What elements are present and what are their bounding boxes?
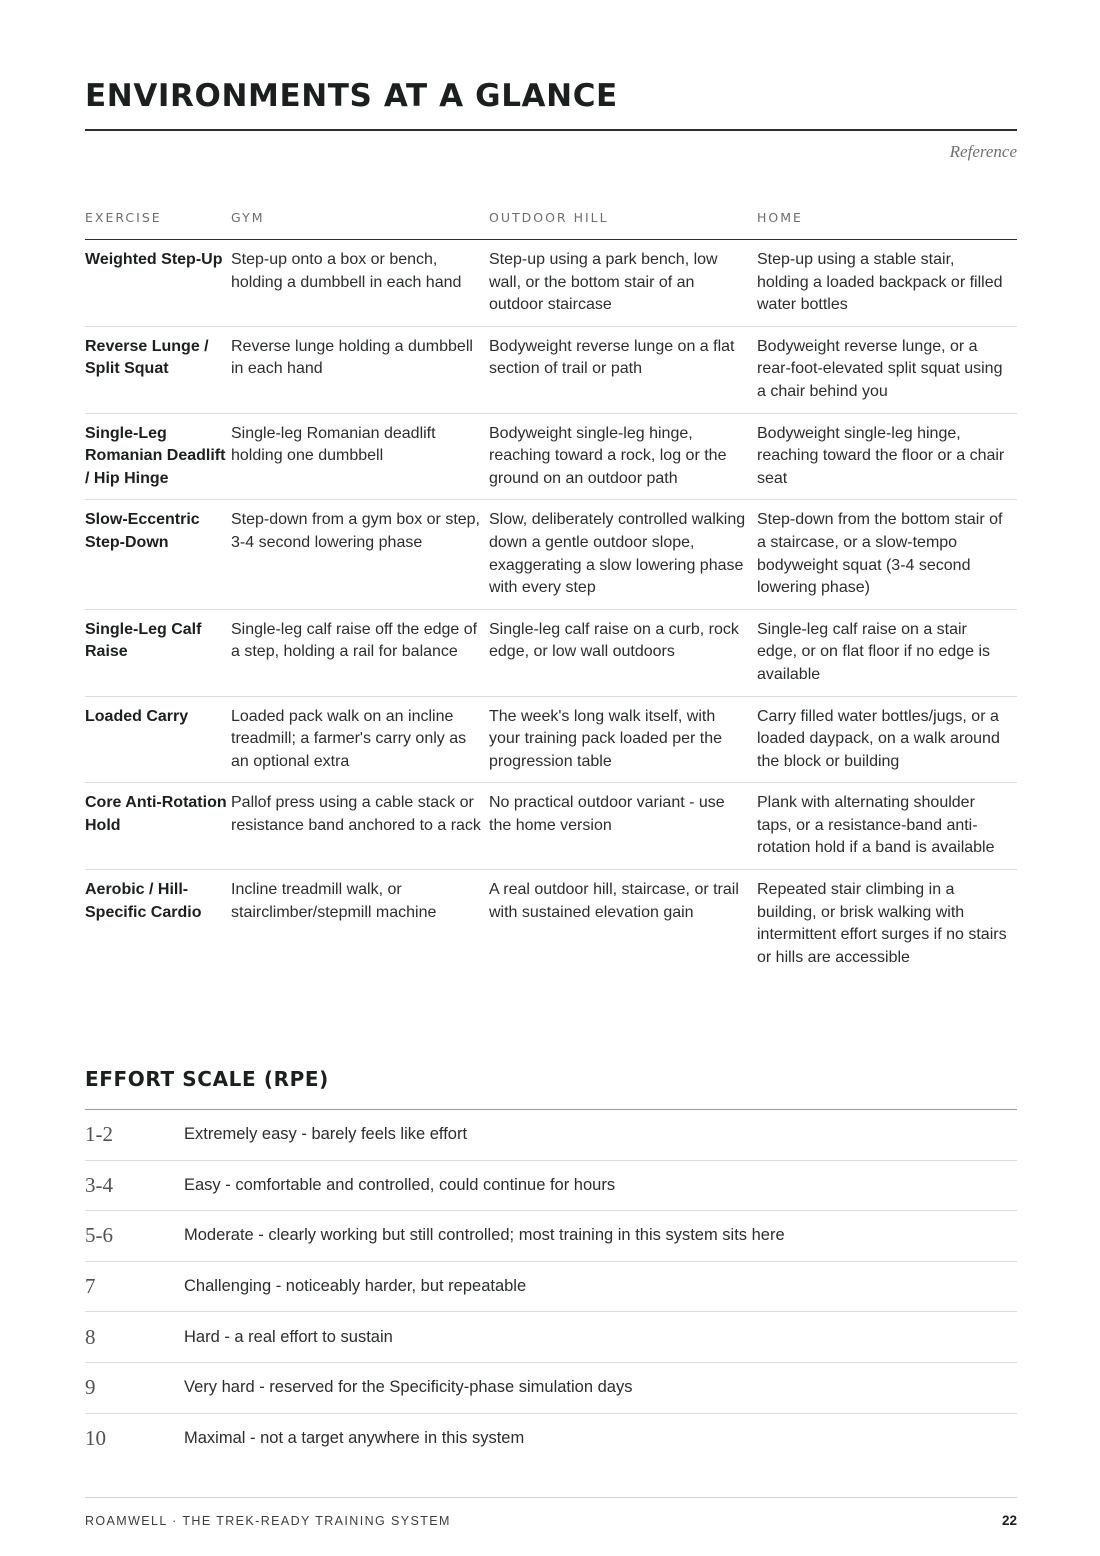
home-cell: Carry filled water bottles/jugs, or a loaded daypack, on a walk around the block or building — [757, 696, 1017, 783]
rpe-level: 9 — [85, 1375, 96, 1400]
outdoor-hill-cell: No practical outdoor variant - use the home version — [489, 783, 757, 870]
rpe-level: 8 — [85, 1324, 96, 1349]
outdoor-hill-cell: A real outdoor hill, staircase, or trail with sustained elevation gain — [489, 881, 739, 921]
footer-divider — [85, 1497, 1017, 1498]
home-cell: Step-down from the bottom stair of a staircase, or a slow-tempo bodyweight squat (3-4 second lowering phase) — [757, 500, 1017, 609]
home-cell: Repeated stair climbing in a building, or brisk walking with intermittent effort surges if no stairs or hills are accessible — [757, 881, 1007, 966]
exercise-cell: Reverse Lunge / Split Squat — [85, 326, 231, 413]
exercise-cell: Core Anti-Rotation Hold — [85, 783, 231, 870]
gym-cell: Single-leg calf raise off the edge of a step, holding a rail for balance — [231, 609, 489, 696]
list-item — [85, 1414, 1017, 1464]
column-header-outdoor-hill: OUTDOOR HILL — [489, 200, 757, 240]
list-item — [85, 1363, 1017, 1414]
table-row — [85, 783, 1017, 870]
column-header-exercise: EXERCISE — [85, 200, 231, 240]
exercise-cell: Slow-Eccentric Step-Down — [85, 500, 231, 609]
rpe-description: Very hard - reserved for the Specificity-phase simulation days — [184, 1378, 633, 1397]
gym-cell: Incline treadmill walk, or stairclimber/stepmill machine — [231, 881, 437, 921]
table-row — [85, 696, 1017, 783]
title-divider — [85, 129, 1017, 131]
table-row — [85, 609, 1017, 696]
rpe-level: 10 — [85, 1425, 106, 1450]
home-cell: Step-up using a stable stair, holding a loaded backpack or filled water bottles — [757, 240, 1017, 327]
exercise-cell: Aerobic / Hill-Specific Cardio — [85, 881, 202, 921]
rpe-description: Challenging - noticeably harder, but repeatable — [184, 1277, 527, 1296]
table-header-row — [85, 200, 1017, 240]
gym-cell: Step-up onto a box or bench, holding a dumbbell in each hand — [231, 240, 489, 327]
rpe-level: 5-6 — [85, 1223, 113, 1248]
gym-cell: Step-down from a gym box or step, 3-4 second lowering phase — [231, 500, 489, 609]
rpe-description: Extremely easy - barely feels like effort — [184, 1125, 468, 1144]
list-item — [85, 1262, 1017, 1313]
rpe-description: Hard - a real effort to sustain — [184, 1327, 393, 1346]
column-header-gym: GYM — [231, 200, 489, 240]
table-row — [85, 413, 1017, 500]
table-row — [85, 240, 1017, 327]
outdoor-hill-cell: Bodyweight single-leg hinge, reaching toward a rock, log or the ground on an outdoor path — [489, 413, 757, 500]
home-cell: Single-leg calf raise on a stair edge, or on flat floor if no edge is available — [757, 609, 1017, 696]
list-item — [85, 1312, 1017, 1363]
effort-scale-list — [85, 1109, 1017, 1463]
home-cell: Bodyweight single-leg hinge, reaching toward the floor or a chair seat — [757, 413, 1017, 500]
exercise-cell: Single-Leg Romanian Deadlift / Hip Hinge — [85, 413, 231, 500]
footer-publication-title: ROAMWELL · THE TREK-READY TRAINING SYSTEM — [85, 1514, 451, 1528]
gym-cell: Pallof press using a cable stack or resistance band anchored to a rack — [231, 783, 489, 870]
page-number: 22 — [1001, 1513, 1017, 1528]
list-item — [85, 1161, 1017, 1212]
outdoor-hill-cell: Bodyweight reverse lunge on a flat section of trail or path — [489, 326, 757, 413]
gym-cell: Reverse lunge holding a dumbbell in each hand — [231, 326, 489, 413]
table-row — [85, 870, 1017, 979]
exercise-cell: Single-Leg Calf Raise — [85, 609, 231, 696]
rpe-level: 3-4 — [85, 1172, 113, 1197]
rpe-level: 7 — [85, 1274, 96, 1299]
outdoor-hill-cell: Slow, deliberately controlled walking down a gentle outdoor slope, exaggerating a slow lowering phase with every step — [489, 500, 757, 609]
home-cell: Plank with alternating shoulder taps, or a resistance-band anti-rotation hold if a band is available — [757, 783, 1017, 870]
exercise-cell: Loaded Carry — [85, 696, 231, 783]
rpe-description: Easy - comfortable and controlled, could continue for hours — [184, 1175, 616, 1194]
column-header-home: HOME — [757, 200, 1017, 240]
rpe-description: Moderate - clearly working but still controlled; most training in this system sits here — [184, 1226, 785, 1245]
rpe-level: 1-2 — [85, 1122, 113, 1147]
gym-cell: Loaded pack walk on an incline treadmill; a farmer's carry only as an optional extra — [231, 696, 489, 783]
reference-label: Reference — [949, 142, 1017, 161]
environments-table — [85, 200, 1017, 978]
effort-scale-heading: EFFORT SCALE (RPE) — [85, 1067, 329, 1091]
exercise-cell: Weighted Step-Up — [85, 240, 231, 327]
list-item — [85, 1110, 1017, 1161]
table-row — [85, 326, 1017, 413]
gym-cell: Single-leg Romanian deadlift holding one dumbbell — [231, 413, 489, 500]
outdoor-hill-cell: The week's long walk itself, with your training pack loaded per the progression table — [489, 696, 757, 783]
outdoor-hill-cell: Step-up using a park bench, low wall, or the bottom stair of an outdoor staircase — [489, 240, 757, 327]
outdoor-hill-cell: Single-leg calf raise on a curb, rock edge, or low wall outdoors — [489, 609, 757, 696]
rpe-description: Maximal - not a target anywhere in this system — [184, 1428, 525, 1447]
table-row — [85, 500, 1017, 609]
home-cell: Bodyweight reverse lunge, or a rear-foot-elevated split squat using a chair behind you — [757, 326, 1017, 413]
page-title: ENVIRONMENTS AT A GLANCE — [85, 78, 618, 114]
list-item — [85, 1211, 1017, 1262]
